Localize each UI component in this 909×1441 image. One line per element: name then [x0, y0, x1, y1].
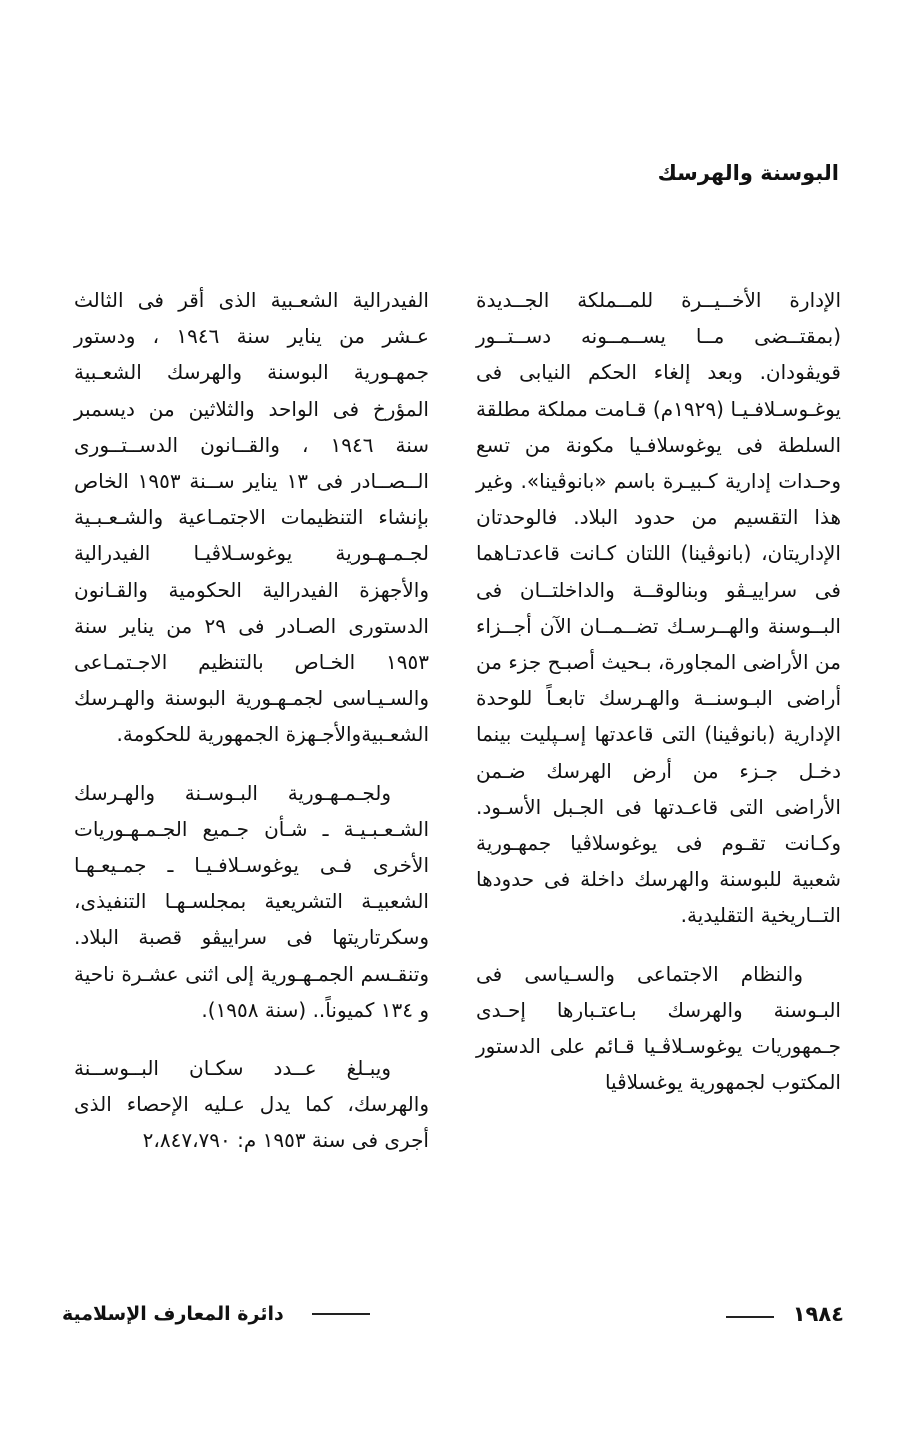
footer-divider [312, 1313, 370, 1315]
page-footer [62, 1297, 844, 1331]
running-header-title: البوسنة والهرسك [657, 161, 839, 185]
paragraph: والنظام الاجتماعى والسـياسى فى البـوسنة والهرسك بـاعتـبارها إحـدى جـمهوريات يوغوسـلاڤـيا قـائم على الدستور المكتوب لجمهورية يوغسلاڤيا [476, 961, 841, 1095]
paragraph: الإدارة الأخــيــرة للمــملكة الجــديدة (بمقتــضى مــا يســمــونه دســتــور قويڤودان. وبعد إلغاء الحكم النيابى فى يوغـوسـلافـيـا (١٩٢٩م) قـامت مملكة مطلقة السلطة فى يوغوسلافـيا مكونة من تسع وحـدات إدارية كـبيـرة باسم «بانوڤينا». وغير هذا التقسيم من حدود البلاد. فالوحدتان الإداريتان، (بانوڤينا) اللتان كـانت قاعدتـاهما فى سراييـڤو وبنالوقــة والداخلتــان فى البــوسنة والهــرسـك تضــمــان الآن أجــزاء من الأراضى المجاورة، بـحيث أصبـح جزء من أراضى البـوسنــة والهـرسك تابعـاً للوحدة الإدارية (بانوڤينا) التى قاعدتها إسـپليت بينما دخـل جـزء من أرض الهرسك ضـمن الأراضى التى قاعـدتها فى الجـبل الأسـود. وكـانت تقـوم فى يوغوسلاڤيا جمهـورية شعبية للبوسنة والهرسك داخلة فى حدودها التــاريخية التقليدية. [476, 288, 841, 928]
paragraph: الفيدرالية الشعـبية الذى أقر فى الثالث عـشر من يناير سنة ١٩٤٦ ، ودستور جمهـورية البوسنة والهرسك الشعـبية المؤرخ فى الواحد والثلاثين من ديسمبر سنة ١٩٤٦ ، والقــانون الدســتــورى الــصــادر فى ١٣ يناير ســنة ١٩٥٣ الخاص بإنشاء التنظيمات الاجتمـاعية والشـعـبـية لجـمـهـورية يوغوسـلاڤيـا الفيدرالية والأجهزة الفيدرالية الحكومية والقـانون الدستورى الصـادر فى ٢٩ من يناير سنة ١٩٥٣ الخـاص بالتنظيم الاجـتمـاعى والسـيـاسى لجمـهـورية البوسنة والهـرسك الشعـبيةوالأجـهزة الجمهورية للحكومة. [74, 288, 430, 747]
journal-name: دائرة المعارف الإسلامية [62, 1303, 284, 1325]
page-number: ١٩٨٤ [792, 1302, 844, 1326]
text-column-right [476, 282, 841, 1100]
paragraph: ولجـمـهـورية البـوسـنة والهـرسك الشـعـبـيـة ـ شـأن جـميع الجـمـهـوريات الأخرى فـى يوغوسـلافـيـا ـ جمـيعـهـا الشعبيـة التشريعية بمجلسـهـا التنفيذى، وسكرتاريتها فى سراييڤو قصبة البلاد. وتنقـسم الجمـهـورية إلى اثنى عشـرة ناحية و ١٣٤ كميوناً.. (سنة ١٩٥٨). [74, 780, 429, 1022]
text-column-left [74, 282, 429, 1159]
paragraph: ويبـلغ عــدد سكـان البــوســنة والهرسك، كما يدل عـليه الإحصاء الذى أجرى فى سنة ١٩٥٣ م: ٢،٨٤٧،٧٩٠ [74, 1056, 429, 1153]
footer-divider [726, 1316, 774, 1318]
